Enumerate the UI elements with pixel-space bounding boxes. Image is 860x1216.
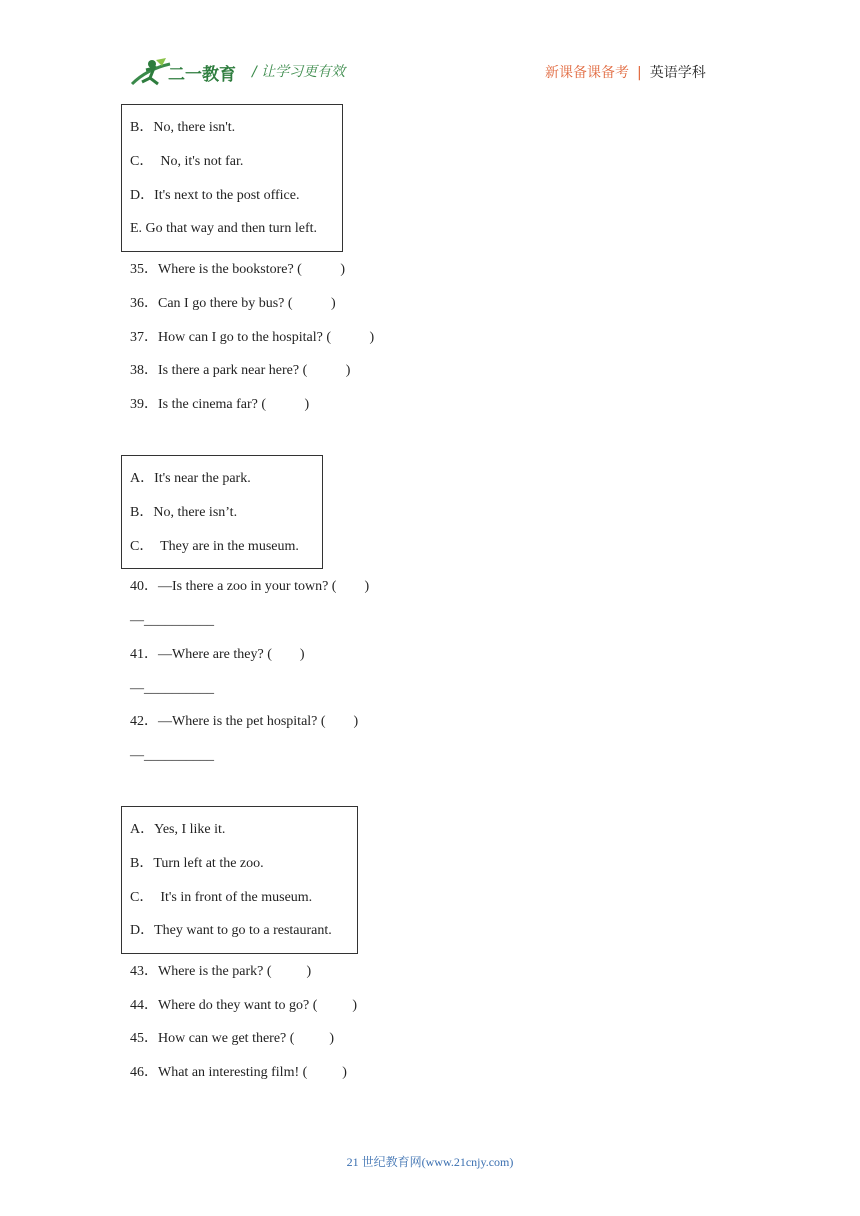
question-item: 44．Where do they want to go? ( ) [130, 998, 358, 1013]
question-item: 40．—Is there a zoo in your town? ( ) [130, 579, 370, 594]
question-item: 41．—Where are they? ( ) [130, 647, 305, 662]
header-subject [545, 62, 706, 82]
page-header [0, 0, 860, 100]
option-item: B．No, there isn’t. [130, 505, 238, 520]
question-item: 35．Where is the bookstore? ( ) [130, 262, 345, 277]
logo-text: 二一教育 [168, 65, 236, 85]
question-item: 37．How can I go to the hospital? ( ) [130, 330, 375, 345]
answer-blank: —__________ [130, 681, 214, 696]
header-separator: | [637, 65, 642, 81]
option-item: E. Go that way and then turn left. [130, 221, 318, 236]
slogan: / 让学习更有效 [252, 64, 346, 80]
question-item: 45．How can we get there? ( ) [130, 1031, 335, 1046]
question-item: 43．Where is the park? ( ) [130, 964, 312, 979]
option-item: B．No, there isn't. [130, 120, 236, 135]
option-item: C． They are in the museum. [130, 539, 299, 554]
logo-icon [130, 56, 240, 88]
option-item: D．It's next to the post office. [130, 188, 300, 203]
option-item: D．They want to go to a restaurant. [130, 923, 332, 938]
question-item: 46．What an interesting film! ( ) [130, 1065, 347, 1080]
question-item: 39．Is the cinema far? ( ) [130, 397, 310, 412]
question-item: 42．—Where is the pet hospital? ( ) [130, 714, 359, 729]
logo [130, 56, 240, 88]
header-subject-label: 英语学科 [649, 65, 706, 81]
page-footer: 21 世纪教育网(www.21cnjy.com) [346, 1155, 514, 1169]
question-item: 36．Can I go there by bus? ( ) [130, 296, 336, 311]
option-item: B．Turn left at the zoo. [130, 856, 264, 871]
question-item: 38．Is there a park near here? ( ) [130, 363, 351, 378]
header-course-label: 新课备课备考 [545, 65, 629, 81]
answer-blank: —__________ [130, 748, 214, 763]
option-item: A．Yes, I like it. [130, 822, 226, 837]
answer-blank: —__________ [130, 613, 214, 628]
option-item: C． It's in front of the museum. [130, 890, 313, 905]
option-item: A．It's near the park. [130, 471, 251, 486]
option-item: C． No, it's not far. [130, 154, 244, 169]
